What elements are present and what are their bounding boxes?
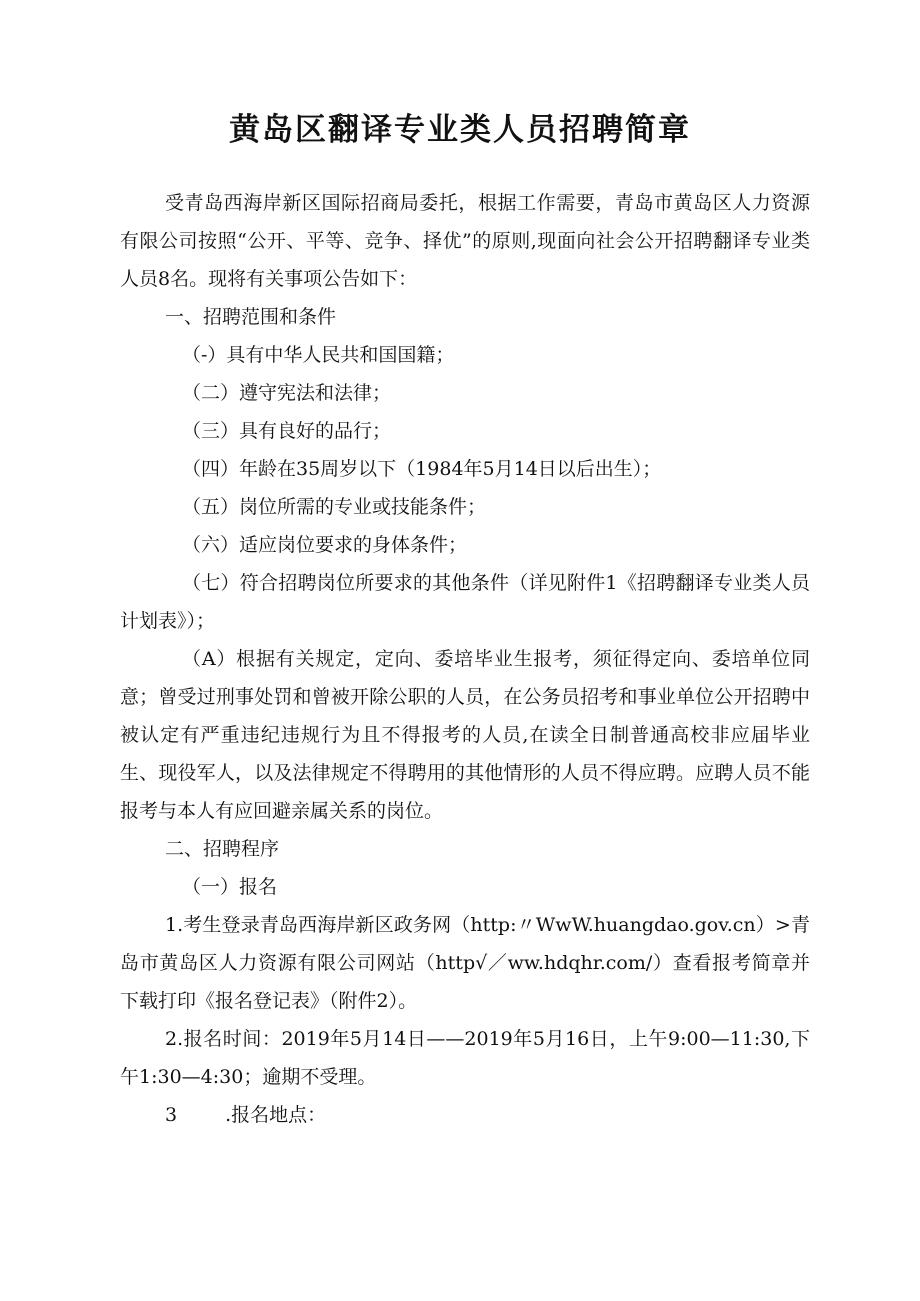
section-heading-recruitment-scope: 一、招聘范围和条件	[165, 306, 337, 328]
procedure-item-3-text: .报名地点：	[225, 1104, 327, 1126]
condition-item-7: （七）符合招聘岗位所要求的其他条件（详见附件1《招聘翻译专业类人员计划表》）；	[120, 572, 810, 632]
condition-item-4: （四）年龄在35周岁以下（1984年5月14日以后出生）；	[182, 458, 662, 480]
condition-item-a: （A）根据有关规定，定向、委培毕业生报考，须征得定向、委培单位同意；曾受过刑事处罚和曾被开除公职的人员，在公务员招考和事业单位公开招聘中被认定有严重违纪违规行为且不得报考的人员,在读全日制普通高校非应届毕业生、现役军人，以及法律规定不得聘用的其他情形的人员不得应聘。应聘人员不能报考与本人有应回避亲属关系的岗位。	[120, 648, 810, 822]
document-title: 黄岛区翻译专业类人员招聘简章	[229, 112, 691, 148]
condition-item-6: （六）适应岗位要求的身体条件；	[182, 534, 468, 556]
procedure-item-1: 1.考生登录青岛西海岸新区政务网（http:〃WwW.huangdao.gov.cn）>青岛市黄岛区人力资源有限公司网站（http√／ww.hdqhr.com/）查看报考简章并下载打印《报名登记表》（附件2）。	[120, 914, 810, 1012]
condition-item-2: （二）遵守宪法和法律；	[182, 382, 392, 404]
subsection-registration: （一）报名	[182, 876, 278, 898]
section-heading-recruitment-procedure: 二、招聘程序	[165, 838, 280, 860]
procedure-item-2: 2.报名时间：2019年5月14日——2019年5月16日，上午9:00—11:30,下午1:30—4:30；逾期不受理。	[120, 1028, 810, 1088]
procedure-item-3-number: 3	[165, 1104, 178, 1126]
condition-item-5: （五）岗位所需的专业或技能条件；	[182, 496, 487, 518]
procedure-item-3	[120, 1096, 810, 1134]
condition-item-1: （-）具有中华人民共和国国籍；	[182, 344, 455, 366]
intro-paragraph: 受青岛西海岸新区国际招商局委托，根据工作需要，青岛市黄岛区人力资源有限公司按照“公开、平等、竞争、择优”的原则,现面向社会公开招聘翻译专业类人员8名。现将有关事项公告如下：	[120, 192, 810, 290]
condition-item-3: （三）具有良好的品行；	[182, 420, 392, 442]
document-body	[120, 184, 810, 1134]
